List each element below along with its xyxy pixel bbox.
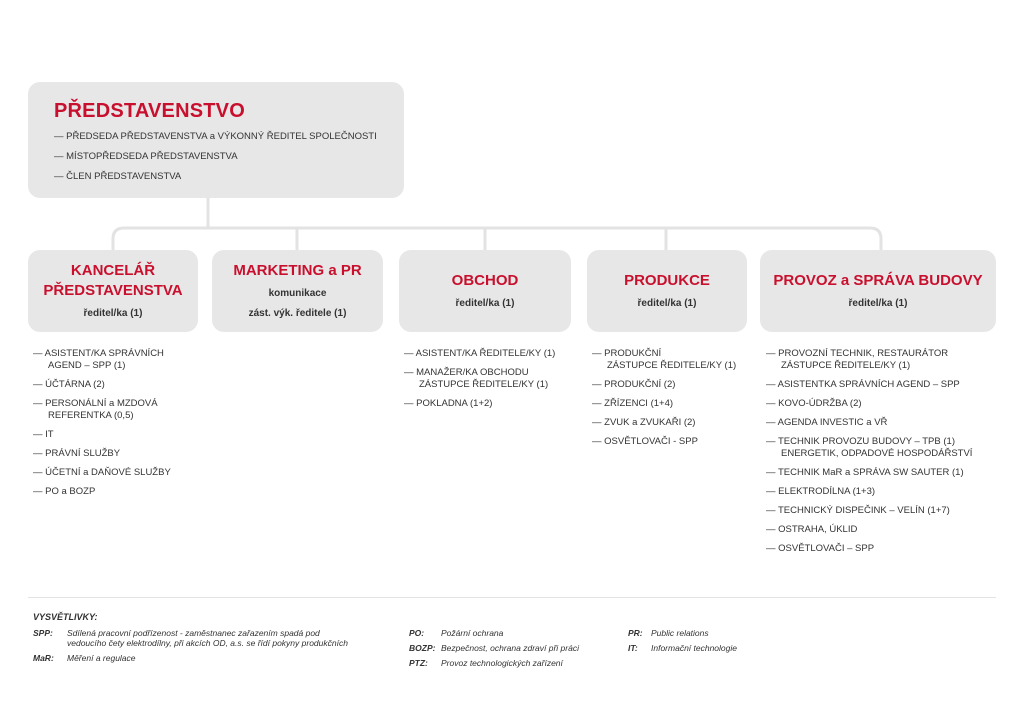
legend-value: Požární ochrana xyxy=(441,628,504,638)
legend-entry-it xyxy=(628,643,851,653)
legend-value: Informační technologie xyxy=(651,643,737,653)
list-item: — ASISTENT/KA ŘEDITELE/KY (1) xyxy=(404,348,556,359)
dept-subtitle: komunikace xyxy=(268,288,327,299)
dept-box-marketing xyxy=(212,250,383,332)
legend-key: PTZ: xyxy=(409,658,428,668)
dept-title: KANCELÁŘ xyxy=(70,262,156,279)
board-line-chairman: — PŘEDSEDA PŘEDSTAVENSTVA a VÝKONNÝ ŘEDITEL SPOLEČNOSTI xyxy=(54,131,377,142)
list-item: — OSVĚTLOVAČI – SPP xyxy=(766,543,875,554)
list-item: — PROVOZNÍ TECHNIK, RESTAURÁTOR ZÁSTUPCE ŘEDITELE/KY (1) xyxy=(766,348,949,371)
list-item: — ÚČTÁRNA (2) xyxy=(33,379,105,390)
dept-head: ředitel/ka (1) xyxy=(637,298,697,309)
list-item: — OSTRAHA, ÚKLID xyxy=(766,524,858,535)
list-item: — TECHNICKÝ DISPEČINK – VELÍN (1+7) xyxy=(766,505,950,516)
legend-key: SPP: xyxy=(33,628,53,638)
list-item: — OSVĚTLOVAČI - SPP xyxy=(592,436,698,447)
dept-box-produkce xyxy=(587,250,747,332)
legend-entry-po xyxy=(409,628,661,638)
dept-head: ředitel/ka (1) xyxy=(848,298,908,309)
legend-entry-pr xyxy=(628,628,851,638)
list-produkce xyxy=(592,348,762,455)
dept-title: PROVOZ a SPRÁVA BUDOVY xyxy=(773,272,983,289)
dept-title: PRODUKCE xyxy=(624,272,710,289)
legend-divider xyxy=(28,597,996,598)
legend-key: MaR: xyxy=(33,653,54,663)
list-provoz xyxy=(766,348,1006,562)
dept-box-obchod xyxy=(399,250,571,332)
list-item: — ZVUK a ZVUKAŘI (2) xyxy=(592,417,696,428)
legend-entry-bozp xyxy=(409,643,661,653)
legend-key: BOZP: xyxy=(409,643,436,653)
list-item: — IT xyxy=(33,429,54,440)
list-kancelar xyxy=(33,348,203,505)
legend-value-line2: vedoucího čety elektrodílny, při akcích OD, a.s. se řídí pokyny produkčních xyxy=(67,638,348,648)
board-line-member: — ČLEN PŘEDSTAVENSTVA xyxy=(54,171,182,182)
list-item: — ÚČETNÍ a DAŇOVÉ SLUŽBY xyxy=(33,467,171,478)
list-item: — ASISTENT/KA SPRÁVNÍCH AGEND – SPP (1) xyxy=(33,348,164,371)
list-item: — AGENDA INVESTIC a VŘ xyxy=(766,417,888,428)
dept-head: ředitel/ka (1) xyxy=(83,308,143,319)
legend-value: Sdílená pracovní podřízenost - zaměstnanec zařazením spadá pod xyxy=(67,628,320,638)
dept-head: ředitel/ka (1) xyxy=(455,298,515,309)
list-item: — ZŘÍZENCI (1+4) xyxy=(592,398,674,409)
dept-title-line2: PŘEDSTAVENSTVA xyxy=(43,282,183,299)
dept-box-kancelar xyxy=(28,250,198,332)
list-item: — PERSONÁLNÍ a MZDOVÁ REFERENTKA (0,5) xyxy=(33,398,158,421)
legend-title: VYSVĚTLIVKY: xyxy=(33,612,98,622)
dept-title: MARKETING a PR xyxy=(233,262,362,279)
dept-box-provoz xyxy=(760,250,996,332)
list-item: — TECHNIK PROVOZU BUDOVY – TPB (1) ENERGETIK, ODPADOVÉ HOSPODÁŘSTVÍ xyxy=(766,436,973,459)
legend-key: PO: xyxy=(409,628,425,638)
connector-bus xyxy=(113,228,881,250)
dept-title: OBCHOD xyxy=(451,272,519,289)
legend-value: Měření a regulace xyxy=(67,653,136,663)
board-line-vice-chairman: — MÍSTOPŘEDSEDA PŘEDSTAVENSTVA xyxy=(54,151,238,162)
list-item: — PRODUKČNÍ ZÁSTUPCE ŘEDITELE/KY (1) xyxy=(592,348,737,371)
legend-entry-ptz xyxy=(409,658,661,668)
board-box xyxy=(28,82,404,198)
legend-entry-mar xyxy=(33,653,427,663)
dept-head: zást. výk. ředitele (1) xyxy=(248,308,347,319)
board-title: PŘEDSTAVENSTVO xyxy=(54,100,245,122)
list-obchod xyxy=(404,348,584,417)
list-item: — ASISTENTKA SPRÁVNÍCH AGEND – SPP xyxy=(766,379,960,390)
legend-value: Bezpečnost, ochrana zdraví při práci xyxy=(441,643,579,653)
list-item: — PRÁVNÍ SLUŽBY xyxy=(33,448,121,459)
list-item: — KOVO-ÚDRŽBA (2) xyxy=(766,398,862,409)
legend-key: IT: xyxy=(628,643,638,653)
legend-entry-spp xyxy=(33,628,427,648)
legend-key: PR: xyxy=(628,628,643,638)
list-item: — POKLADNA (1+2) xyxy=(404,398,493,409)
list-item: — TECHNIK MaR a SPRÁVA SW SAUTER (1) xyxy=(766,467,964,478)
list-item: — PO a BOZP xyxy=(33,486,96,497)
list-item: — MANAŽER/KA OBCHODU ZÁSTUPCE ŘEDITELE/KY (1) xyxy=(404,367,549,390)
list-item: — PRODUKČNÍ (2) xyxy=(592,379,676,390)
legend-value: Provoz technologických zařízení xyxy=(441,658,563,668)
list-item: — ELEKTRODÍLNA (1+3) xyxy=(766,486,876,497)
legend-value: Public relations xyxy=(651,628,709,638)
